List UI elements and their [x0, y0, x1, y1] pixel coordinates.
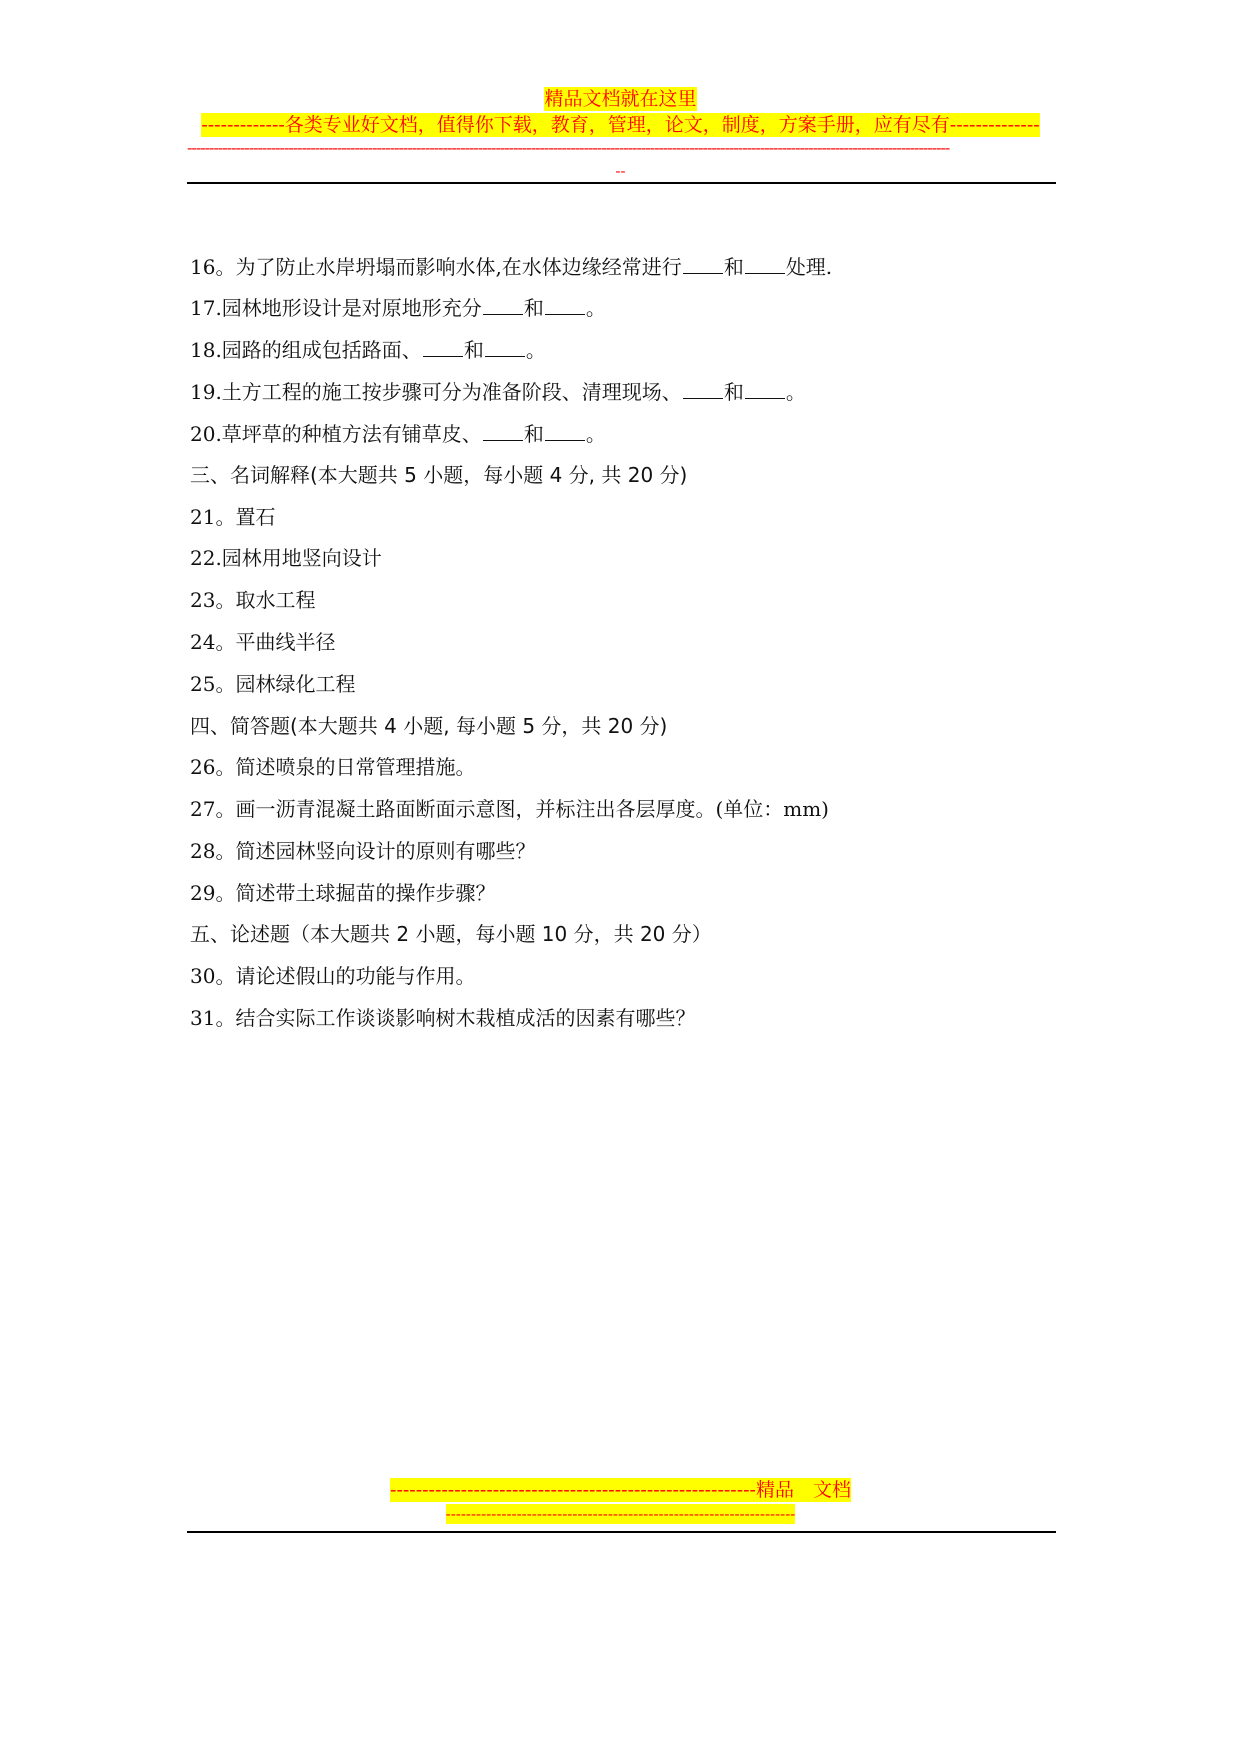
footer-line-2: [0, 1507, 1241, 1522]
question-23: 23。取水工程: [190, 588, 316, 612]
fill-blank: [745, 272, 785, 274]
question-18: [190, 340, 546, 360]
question-17-text: 17.园林地形设计是对原地形充分: [190, 296, 482, 320]
section-3-heading: 三、名词解释(本大题共 5 小题，每小题 4 分, 共 20 分): [190, 463, 688, 487]
question-18-conj: 和: [463, 338, 484, 362]
question-28: 28。简述园林竖向设计的原则有哪些？: [190, 839, 536, 863]
question-19-conj: 和: [723, 380, 744, 404]
header-title-text: 精品文档就在这里: [544, 88, 697, 110]
footer-line-1-text: ---------------------------------------------------------精品 文档: [390, 1479, 851, 1501]
header-dash-tail: --: [615, 162, 626, 180]
question-27: 27。画一沥青混凝土路面断面示意图，并标注出各层厚度。(单位：mm): [190, 797, 829, 821]
header-tagline-text: -------------各类专业好文档，值得你下载，教育，管理，论文，制度，方案手册，应有尽有--------------: [201, 114, 1040, 136]
section-5-heading: 五、论述题（本大题共 2 小题，每小题 10 分，共 20 分）: [190, 922, 712, 946]
question-16-end: 处理.: [785, 255, 833, 279]
fill-blank: [545, 439, 585, 441]
question-24: 24。平曲线半径: [190, 630, 336, 654]
question-30: 30。请论述假山的功能与作用。: [190, 964, 476, 988]
question-21: 21。置石: [190, 505, 276, 529]
header-divider: [187, 182, 1056, 184]
fill-blank: [745, 397, 785, 399]
question-16: [190, 257, 832, 277]
fill-blank: [483, 313, 523, 315]
question-31: 31。结合实际工作谈谈影响树木栽植成活的因素有哪些？: [190, 1006, 696, 1030]
question-26: 26。简述喷泉的日常管理措施。: [190, 755, 476, 779]
fill-blank: [485, 355, 525, 357]
question-19-text: 19.土方工程的施工按步骤可分为准备阶段、清理现场、: [190, 380, 682, 404]
question-17-conj: 和: [523, 296, 544, 320]
fill-blank: [683, 397, 723, 399]
question-20-end: 。: [585, 422, 606, 446]
header-tagline: [0, 116, 1241, 135]
question-20-conj: 和: [523, 422, 544, 446]
header-title: [0, 90, 1241, 109]
question-22: 22.园林用地竖向设计: [190, 546, 382, 570]
question-18-end: 。: [525, 338, 546, 362]
fill-blank: [683, 272, 723, 274]
question-25: 25。园林绿化工程: [190, 672, 356, 696]
fill-blank: [423, 355, 463, 357]
fill-blank: [545, 313, 585, 315]
fill-blank: [483, 439, 523, 441]
question-20: [190, 424, 606, 444]
header-dash-line: -----------------------------------------------------------------------------------------------------------------------------------------------------------------------------: [187, 140, 950, 156]
section-4-heading: 四、简答题(本大题共 4 小题, 每小题 5 分，共 20 分): [190, 714, 668, 738]
question-20-text: 20.草坪草的种植方法有铺草皮、: [190, 422, 482, 446]
question-19: [190, 382, 806, 402]
footer-line-2-text: ---------------------------------------------------------------------: [445, 1505, 796, 1523]
question-17-end: 。: [585, 296, 606, 320]
question-19-end: 。: [785, 380, 806, 404]
question-17: [190, 298, 606, 318]
question-16-text: 16。为了防止水岸坍塌而影响水体,在水体边缘经常进行: [190, 255, 682, 279]
question-16-conj: 和: [723, 255, 744, 279]
question-29: 29。简述带土球掘苗的操作步骤？: [190, 881, 496, 905]
question-18-text: 18.园路的组成包括路面、: [190, 338, 422, 362]
footer-divider: [187, 1531, 1056, 1533]
footer-line-1: [0, 1481, 1241, 1500]
